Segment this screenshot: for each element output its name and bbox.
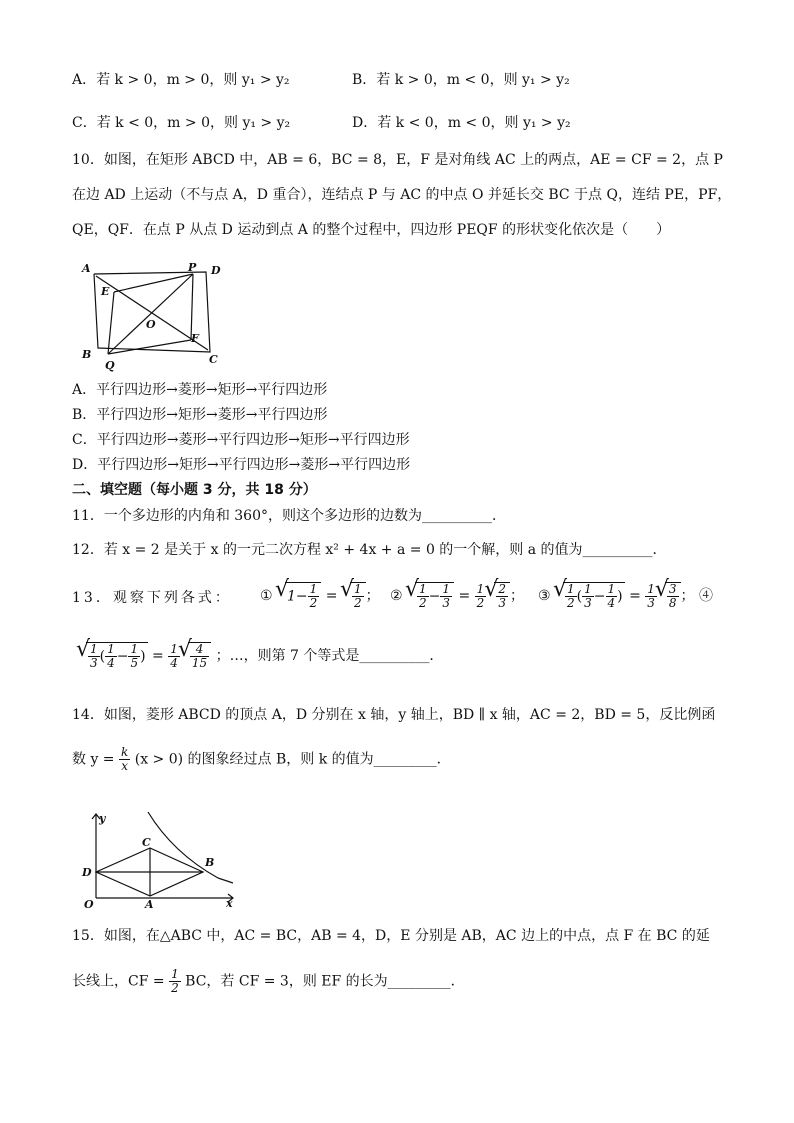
sqrt-symbol: √ $\frac{1}{2}$ ( $\frac{1}{3}$ − $\frac{1}{4}$ ) xyxy=(563,582,625,610)
q10-rectangle-figure xyxy=(78,262,228,374)
q10-option-a: A．平行四边形→菱形→矩形→平行四边形 xyxy=(72,382,328,398)
label-d: D xyxy=(82,866,92,879)
label-b: B xyxy=(205,856,215,869)
q13-marker-1: ① xyxy=(260,588,273,604)
q9-option-b: B．若 k > 0，m < 0，则 y₁ > y₂ xyxy=(352,72,570,88)
label-o: O xyxy=(84,898,94,910)
q13-equation-2: ② √ $\frac{1}{2}$ − $\frac{1}{3}$ = $\frac{1}{2}$ √ $\frac{2}{3}$ ； xyxy=(390,582,524,610)
q14-rhombus-figure xyxy=(78,808,238,910)
q15-line-1: 15．如图，在△ABC 中，AC = BC，AB = 4，D，E 分别是 AB，AC 边上的中点，点 F 在 BC 的延 xyxy=(72,928,710,944)
q9-option-c: C．若 k < 0，m > 0，则 y₁ > y₂ xyxy=(72,115,291,131)
q13-equation-4: √ $\frac{1}{3}$ ( $\frac{1}{4}$ − $\frac{1}{5}$ ) = $\frac{1}{4}$ √ $\frac{4}{15}$ ；…，则第 7 个等式是__________． xyxy=(78,642,443,670)
sqrt-symbol: √ $\frac{4}{15}$ xyxy=(188,642,211,670)
label-y: y xyxy=(99,812,106,825)
q14-pre: 数 y = xyxy=(72,751,115,768)
label-b: B xyxy=(82,348,92,361)
sqrt-symbol: √ $\frac{2}{3}$ xyxy=(494,582,510,610)
segment-pe xyxy=(114,274,193,292)
q10-option-d: D．平行四边形→矩形→平行四边形→菱形→平行四边形 xyxy=(72,457,411,473)
q10-option-c: C．平行四边形→菱形→平行四边形→矩形→平行四边形 xyxy=(72,432,410,448)
label-p: P xyxy=(188,262,197,274)
q13-equation-3: ③ √ $\frac{1}{2}$ ( $\frac{1}{3}$ − $\frac{1}{4}$ ) = $\frac{1}{3}$ √ $\frac{3}{8}$ ； ④ xyxy=(538,582,713,610)
sqrt-symbol: √ $\frac{1}{3}$ ( $\frac{1}{4}$ − $\frac{1}{5}$ ) xyxy=(86,642,148,670)
q13-prefix: 13．观察下列各式： xyxy=(72,590,232,606)
hyperbola-tail xyxy=(218,878,233,883)
one-half-fraction: $\frac{1}{2}$ xyxy=(171,967,179,995)
label-a: A xyxy=(82,262,91,275)
q9-option-d: D．若 k < 0，m < 0，则 y₁ > y₂ xyxy=(352,115,571,131)
q15-post: BC，若 CF = 3，则 EF 的长为_________． xyxy=(185,973,465,990)
q13-marker-2: ② xyxy=(390,588,403,604)
q13-equation-1: ① √ 1− $\frac{1}{2}$ = √ $\frac{1}{2}$ ； xyxy=(260,582,380,610)
q13-marker-4: ④ xyxy=(698,588,713,604)
segment-pf xyxy=(191,274,193,340)
q10-option-b: B．平行四边形→矩形→菱形→平行四边形 xyxy=(72,407,328,423)
label-x: x xyxy=(226,897,233,910)
q11-text: 11．一个多边形的内角和 360°，则这个多边形的边数为__________． xyxy=(72,508,506,524)
q12-text: 12．若 x = 2 是关于 x 的一元二次方程 x² + 4x + a = 0 的一个解，则 a 的值为__________． xyxy=(72,542,667,558)
q13-marker-3: ③ xyxy=(538,588,551,604)
q14-line-2 xyxy=(72,746,451,773)
q9-option-a: A．若 k > 0，m > 0，则 y₁ > y₂ xyxy=(72,72,290,88)
sqrt-symbol: √ $\frac{1}{2}$ − $\frac{1}{3}$ xyxy=(415,582,454,610)
label-f: F xyxy=(191,332,199,345)
q13-tail: ；…，则第 7 个等式是__________． xyxy=(215,648,444,664)
k-over-x-fraction: $\frac{k}{x}$ xyxy=(121,745,129,773)
sqrt-symbol: √ $\frac{1}{2}$ xyxy=(350,582,366,610)
sqrt-symbol: √ 1− $\frac{1}{2}$ xyxy=(285,582,321,610)
q15-pre: 长线上，CF = xyxy=(72,973,165,990)
label-c: C xyxy=(209,353,218,366)
segment-qe xyxy=(108,292,114,354)
q14-post: (x > 0) 的图象经过点 B，则 k 的值为_________． xyxy=(134,751,451,768)
sqrt-symbol: √ $\frac{3}{8}$ xyxy=(665,582,681,610)
label-o: O xyxy=(146,318,156,331)
q14-line-1: 14．如图，菱形 ABCD 的顶点 A，D 分别在 x 轴，y 轴上，BD ∥ x 轴，AC = 2，BD = 5，反比例函 xyxy=(72,707,716,723)
q15-line-2 xyxy=(72,968,465,995)
label-a: A xyxy=(145,898,154,910)
label-d: D xyxy=(211,264,221,277)
q10-line-1: 10．如图，在矩形 ABCD 中，AB = 6，BC = 8，E，F 是对角线 AC 上的两点，AE = CF = 2，点 P xyxy=(72,152,723,168)
q10-line-2: 在边 AD 上运动（不与点 A，D 重合），连结点 P 与 AC 的中点 O 并延长交 BC 于点 Q，连结 PE，PF， xyxy=(72,187,732,203)
label-c: C xyxy=(142,836,151,849)
q10-line-3: QE，QF．在点 P 从点 D 运动到点 A 的整个过程中，四边形 PEQF 的形状变化依次是（ ） xyxy=(72,222,671,238)
label-q: Q xyxy=(105,359,115,372)
label-e: E xyxy=(101,285,110,298)
section-title: 二、填空题（每小题 3 分，共 18 分） xyxy=(72,482,317,498)
